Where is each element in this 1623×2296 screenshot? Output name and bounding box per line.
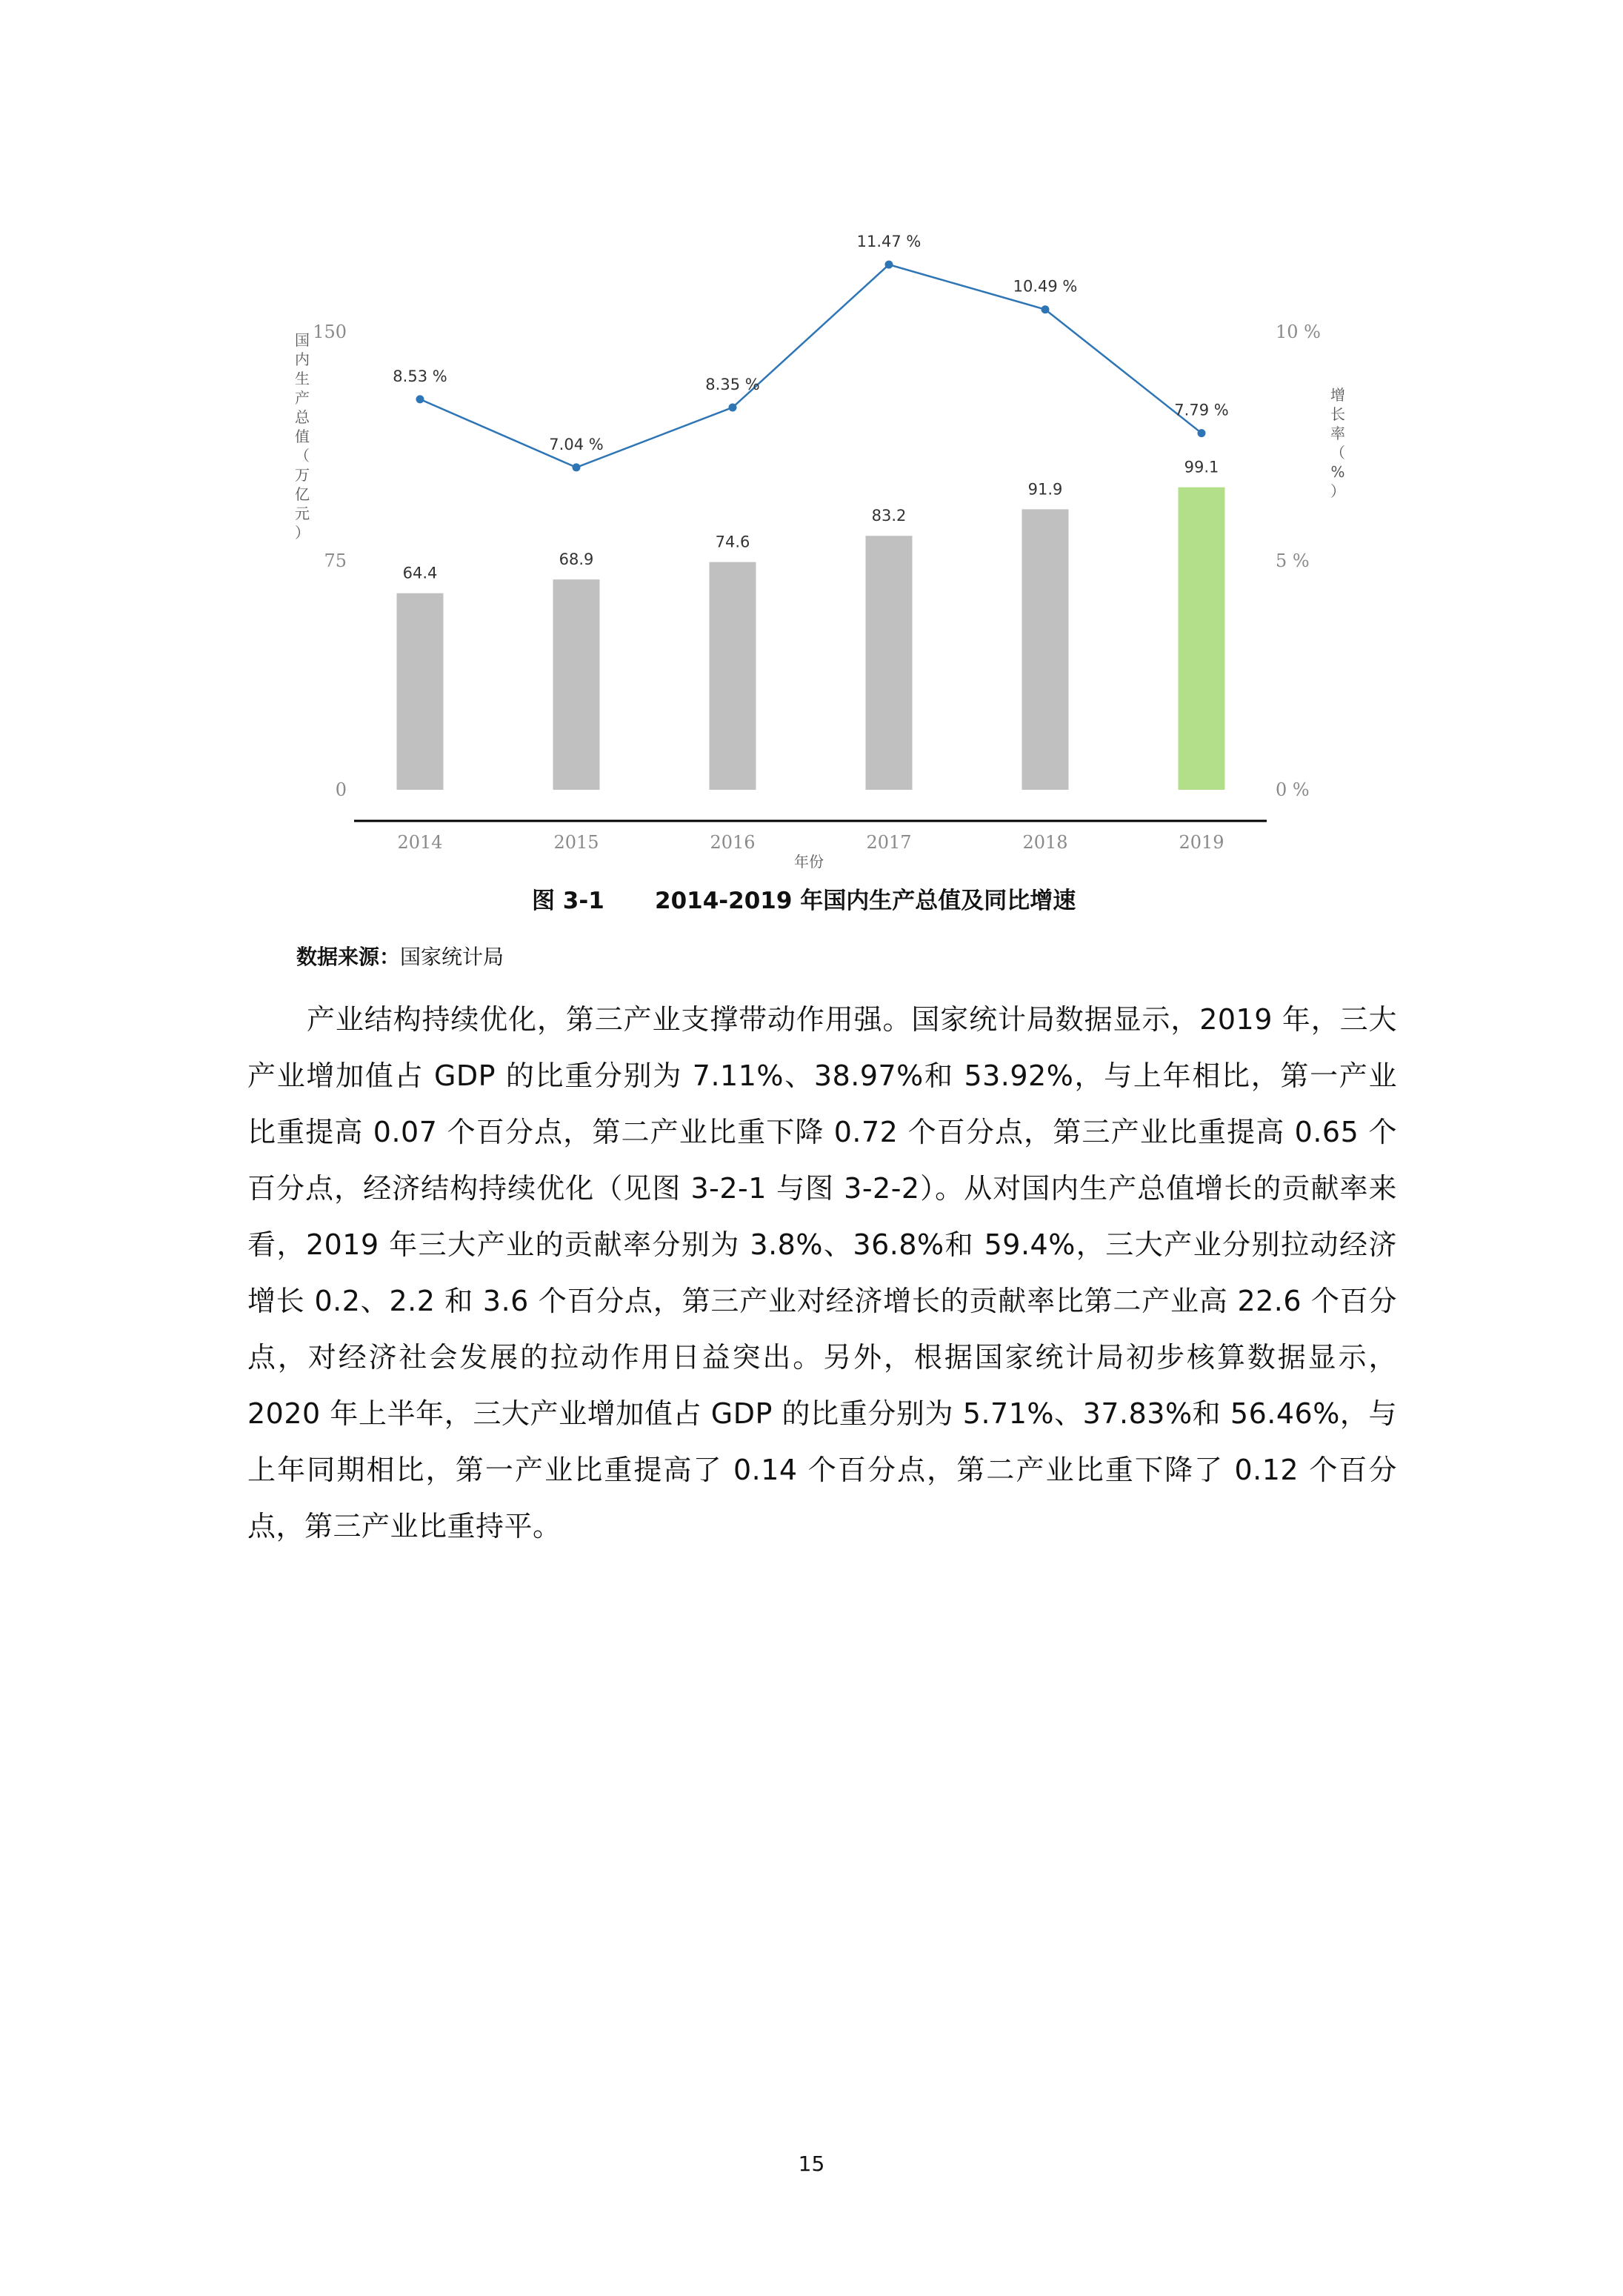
line-value-label: 10.49 % bbox=[1013, 277, 1078, 296]
line-point bbox=[1042, 305, 1050, 313]
bar bbox=[710, 562, 756, 790]
data-source-value: 国家统计局 bbox=[400, 945, 504, 969]
y-left-tick-label: 75 bbox=[324, 550, 347, 571]
line-value-label: 7.04 % bbox=[549, 435, 604, 453]
bar-value-label: 74.6 bbox=[715, 533, 750, 551]
bar-value-label: 83.2 bbox=[871, 507, 907, 525]
line-point bbox=[885, 261, 893, 269]
line-value-label: 11.47 % bbox=[856, 233, 922, 251]
y-left-tick-label: 150 bbox=[313, 322, 347, 342]
bar-value-label: 99.1 bbox=[1184, 458, 1219, 476]
bar bbox=[553, 579, 600, 790]
x-tick-label: 2019 bbox=[1179, 832, 1224, 853]
x-tick-label: 2016 bbox=[710, 832, 756, 853]
line-value-label: 8.53 % bbox=[393, 367, 447, 385]
line-value-label: 8.35 % bbox=[705, 375, 760, 393]
bar bbox=[1022, 509, 1069, 790]
figure-number: 图 3-1 bbox=[532, 888, 604, 914]
bar bbox=[397, 593, 444, 790]
y-left-tick-label: 0 bbox=[335, 779, 347, 800]
line-value-label: 7.79 % bbox=[1174, 401, 1229, 419]
x-tick-label: 2018 bbox=[1022, 832, 1068, 853]
page-number: 15 bbox=[798, 2152, 825, 2176]
x-tick-label: 2017 bbox=[866, 832, 912, 853]
line-point bbox=[1198, 429, 1206, 437]
data-source bbox=[296, 941, 504, 971]
y-right-tick-label: 0 % bbox=[1276, 779, 1310, 800]
x-tick-label: 2014 bbox=[397, 832, 443, 853]
bar bbox=[1179, 488, 1225, 790]
line-point bbox=[573, 463, 581, 471]
y-right-tick-label: 10 % bbox=[1276, 322, 1321, 342]
data-source-label: 数据来源： bbox=[296, 945, 401, 969]
bar-value-label: 91.9 bbox=[1027, 480, 1063, 499]
growth-rate-line bbox=[420, 264, 1202, 467]
gdp-chart bbox=[0, 0, 1623, 874]
y-right-axis-title: 增长率（%） bbox=[1330, 386, 1345, 500]
figure-title: 2014-2019 年国内生产总值及同比增速 bbox=[655, 888, 1076, 914]
x-axis-title: 年份 bbox=[794, 853, 824, 871]
x-tick-label: 2015 bbox=[553, 832, 599, 853]
bar bbox=[866, 536, 913, 790]
y-left-axis-title: 国内生产总值（万亿元） bbox=[295, 331, 310, 542]
body-paragraph: 产业结构持续优化，第三产业支撑带动作用强。国家统计局数据显示，2019 年，三大产业增加值占 GDP 的比重分别为 7.11%、38.97%和 53.92%，与上年相比，第一产业比重提高 0.07 个百分点，第二产业比重下降 0.72 个百分点，第三产业比重提高 0.65 个百分点，经济结构持续优化（见图 3-2-1 与图 3-2-2）。从对国内生产总值增长的贡献率来看，2019 年三大产业的贡献率分别为 3.8%、36.8%和 59.4%，三大产业分别拉动经济增长 0.2、2.2 和 3.6 个百分点，第三产业对经济增长的贡献率比第二产业高 22.6 个百分点，对经济社会发展的拉动作用日益突出。另外，根据国家统计局初步核算数据显示，2020 年上半年，三大产业增加值占 GDP 的比重分别为 5.71%、37.83%和 56.46%，与上年同期相比，第一产业比重提高了 0.14 个百分点，第二产业比重下降了 0.12 个百分点，第三产业比重持平。 bbox=[247, 1003, 1397, 1543]
bar-value-label: 64.4 bbox=[402, 564, 438, 582]
line-point bbox=[729, 403, 737, 411]
y-right-tick-label: 5 % bbox=[1276, 550, 1310, 571]
bar-value-label: 68.9 bbox=[559, 550, 594, 569]
line-point bbox=[416, 395, 424, 403]
